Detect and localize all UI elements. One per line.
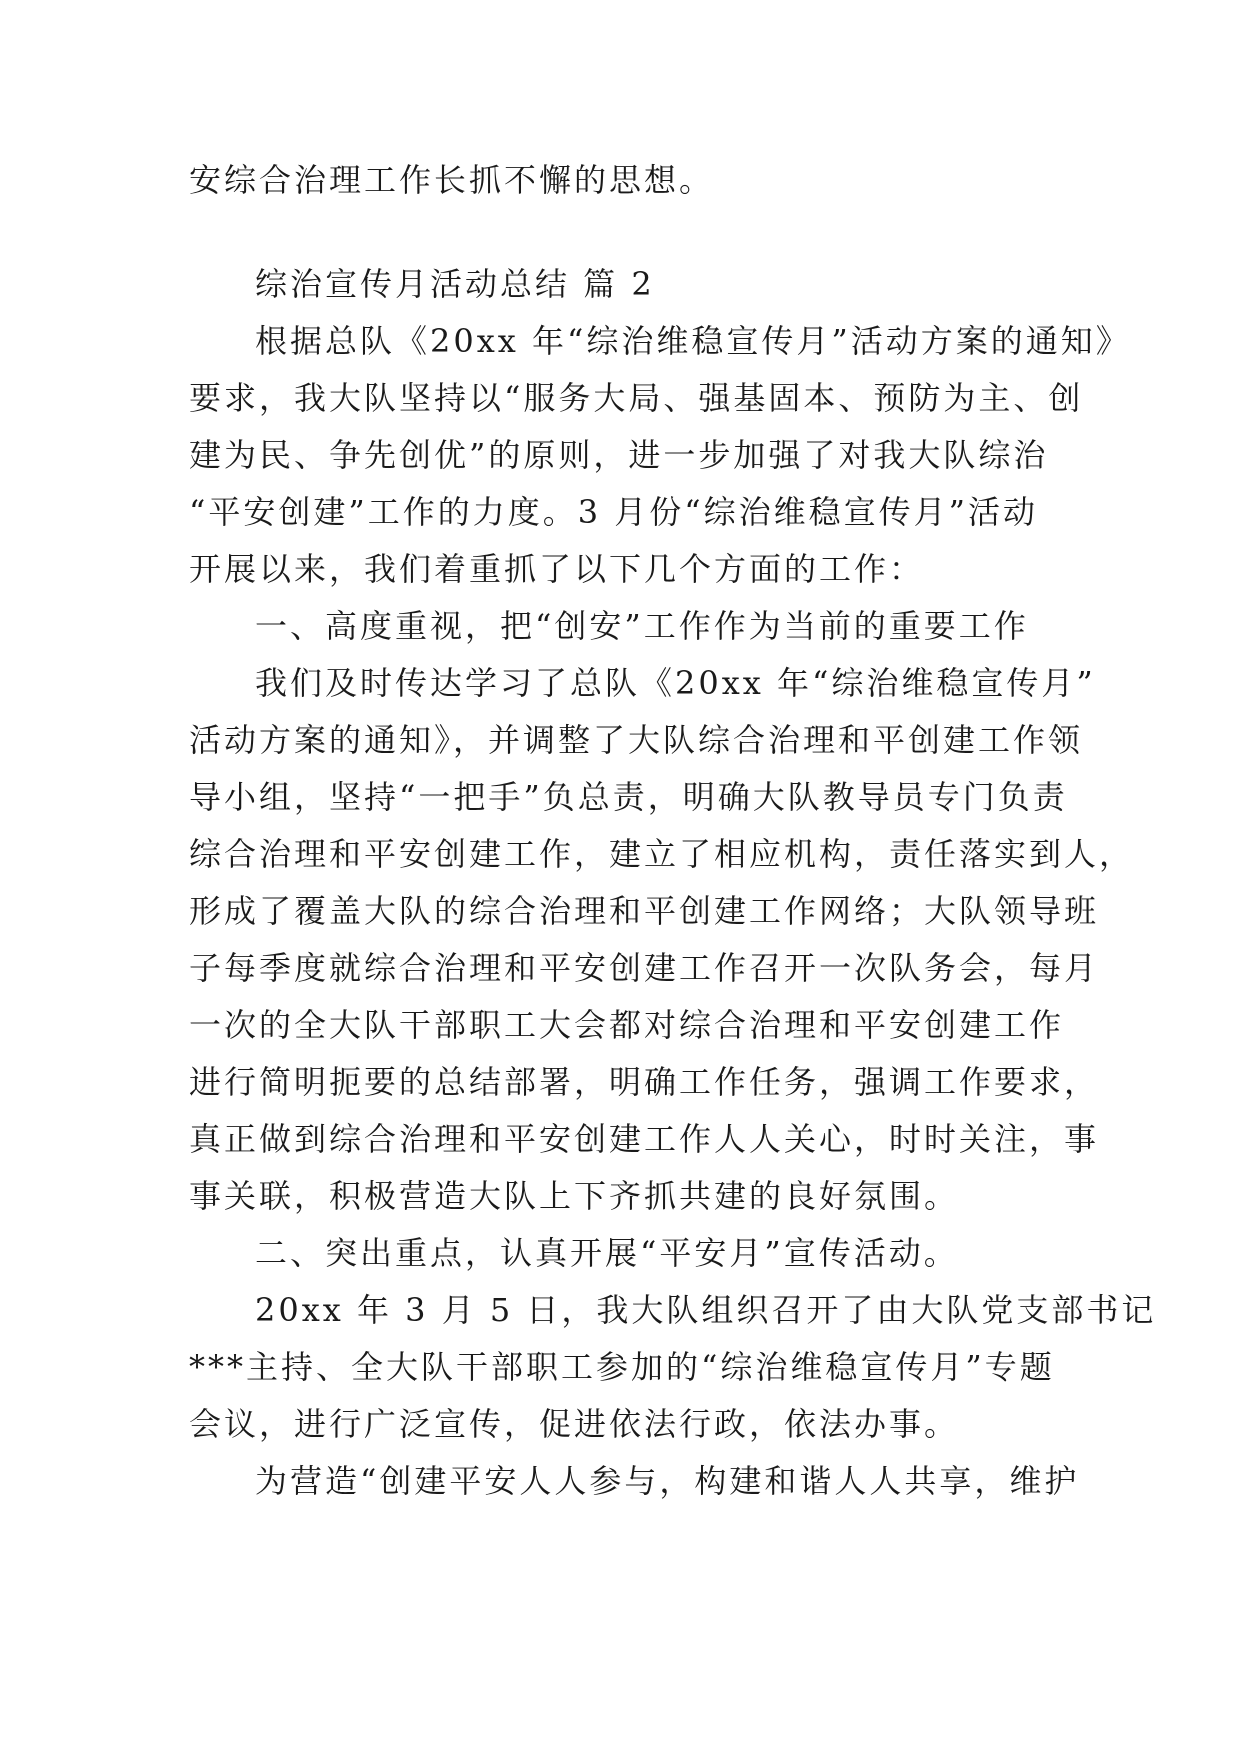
paragraph-line: 会议，进行广泛宣传，促进依法行政，依法办事。: [189, 1405, 960, 1443]
paragraph-2: [189, 655, 1135, 1225]
paragraph-line: 建为民、争先创优”的原则，进一步加强了对我大队综治: [189, 436, 1049, 474]
paragraph-line: “平安创建”工作的力度。3 月份“综治维稳宣传月”活动: [189, 493, 1038, 531]
paragraph-line: 开展以来，我们着重抓了以下几个方面的工作：: [189, 550, 925, 588]
section-title: 综治宣传月活动总结 篇 2: [255, 265, 655, 303]
heading-2: 二、突出重点，认真开展“平安月”宣传活动。: [255, 1234, 959, 1272]
paragraph-3: [189, 1282, 1157, 1453]
paragraph-line: 事关联，积极营造大队上下齐抓共建的良好氛围。: [189, 1177, 960, 1215]
paragraph-line: 我们及时传达学习了总队《20xx 年“综治维稳宣传月”: [255, 664, 1096, 702]
paragraph-line: 真正做到综合治理和平安创建工作人人关心，时时关注，事: [189, 1120, 1100, 1158]
paragraph-line: 根据总队《20xx 年“综治维稳宣传月”活动方案的通知》: [255, 322, 1131, 360]
paragraph-line: 一次的全大队干部职工大会都对综合治理和平安创建工作: [189, 1006, 1065, 1044]
paragraph-line: 活动方案的通知》，并调整了大队综合治理和平创建工作领: [189, 721, 1084, 759]
paragraph-line: 进行简明扼要的总结部署，明确工作任务，强调工作要求，: [189, 1063, 1100, 1101]
paragraph-gap: [189, 209, 1069, 256]
paragraph-line: 综合治理和平安创建工作，建立了相应机构，责任落实到人，: [189, 835, 1135, 873]
intro-tail-line: 安综合治理工作长抓不懈的思想。: [189, 161, 715, 199]
paragraph-line: 子每季度就综合治理和平安创建工作召开一次队务会，每月: [189, 949, 1100, 987]
paragraph-line: 形成了覆盖大队的综合治理和平创建工作网络；大队领导班: [189, 892, 1100, 930]
paragraph-1: [189, 313, 1131, 598]
paragraph-4: [189, 1453, 1080, 1510]
paragraph-line: 要求，我大队坚持以“服务大局、强基固本、预防为主、创: [189, 379, 1084, 417]
heading-1: 一、高度重视，把“创安”工作作为当前的重要工作: [255, 607, 1029, 645]
paragraph-line: 20xx 年 3 月 5 日，我大队组织召开了由大队党支部书记: [255, 1291, 1157, 1329]
document-body: [189, 152, 1157, 1510]
paragraph-line: ***主持、全大队干部职工参加的“综治维稳宣传月”专题: [189, 1348, 1055, 1386]
paragraph-line: 导小组，坚持“一把手”负总责，明确大队教导员专门负责: [189, 778, 1068, 816]
paragraph-line: 为营造“创建平安人人参与，构建和谐人人共享，维护: [255, 1462, 1080, 1500]
